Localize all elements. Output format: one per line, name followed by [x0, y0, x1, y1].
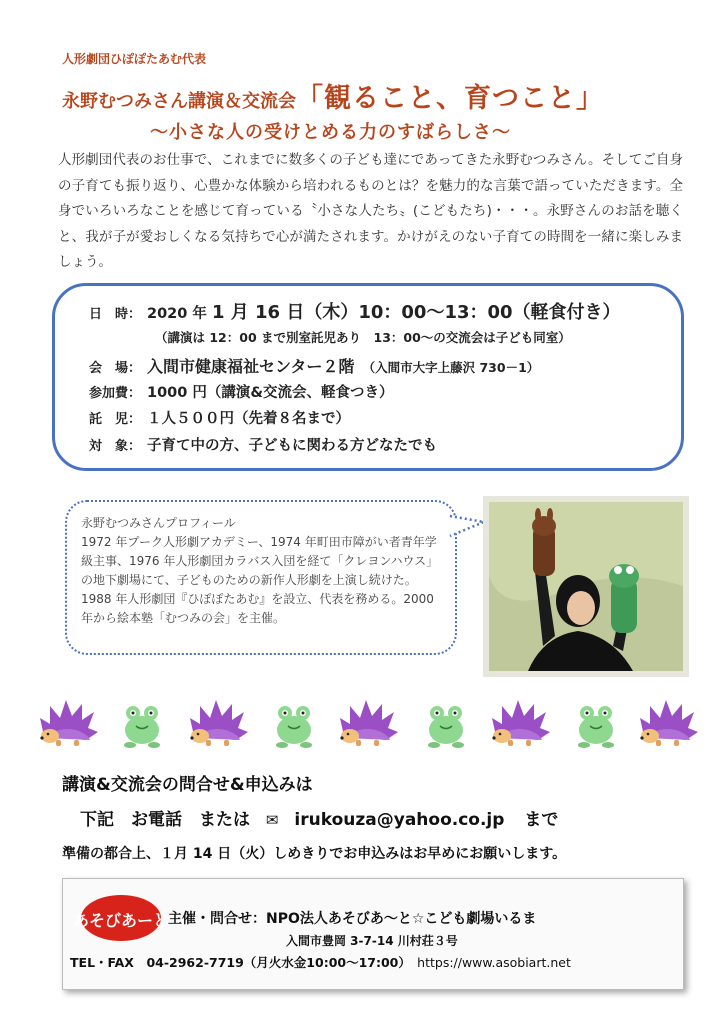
frog-icon	[124, 706, 160, 748]
sponsor-text: 主催・問合せ：NPO法人あそびあ～と☆こども劇場いるま	[168, 911, 537, 927]
fee-row	[89, 381, 394, 402]
bubble-tail	[448, 512, 488, 542]
website-link[interactable]: https://www.asobiart.net	[417, 955, 571, 970]
childcare-value: １人５００円（先着８名まで）	[147, 411, 350, 427]
event-details-box	[52, 283, 684, 471]
frog-icon	[428, 706, 464, 748]
target-row	[89, 434, 437, 455]
organizer-label: 人形劇団ひぽぽたあむ代表	[62, 52, 207, 66]
target-value: 子育て中の方、子どもに関わる方どなたでも	[147, 438, 437, 454]
date-value: 1 月 16 日（木）10：00～13：00（軽食付き）	[211, 302, 621, 323]
tel-fax: TEL・FAX 04-2962-7719（月火水金10:00～17:00）	[70, 955, 405, 970]
event-subtitle: ～小さな人の受けとめる力のすばらしさ～	[150, 122, 511, 143]
venue-label: 会 場：	[89, 361, 142, 376]
contact-line-post: まで	[524, 810, 559, 830]
event-title	[62, 76, 604, 115]
hedgehog-icon	[190, 700, 248, 746]
venue-address: （入間市大字上藤沢 730－1）	[368, 360, 540, 375]
childcare-row	[89, 407, 350, 428]
hedgehog-icon	[340, 700, 398, 746]
contact-heading: 講演&交流会の問合せ&申込みは	[62, 775, 313, 795]
venue-row	[89, 354, 539, 377]
date-year: 2020 年	[147, 306, 207, 322]
mail-icon: ✉	[265, 811, 279, 829]
profile-heading: 永野むつみさんプロフィール	[81, 516, 236, 530]
organizer-logo	[72, 893, 170, 943]
intro-paragraph: 人形劇団代表のお仕事で、これまでに数多くの子ども達にであってきた永野むつみさん。そしてご自身の子育ても振り返り、心豊かな体験から培われるものとは？を魅力的な言葉で語っていただきます。全身でいろいろなことを感じて育っている〝小さな人たち〟(こどもたち)・・・。永野さんのお話を聴くと、我が子が愛おしくなる気持ちで心が満たされます。かけがえのない子育ての時間を一緒に楽しみましょう。	[58, 152, 683, 270]
profile-bubble	[65, 500, 457, 655]
sponsor-address: 入間市豊岡 3-7-14 川村荘３号	[286, 934, 458, 948]
contact-line-pre: 下記 お電話 または	[80, 810, 250, 830]
event-title-lead: 永野むつみさん講演＆交流会	[62, 91, 296, 112]
hedgehog-icon	[492, 700, 550, 746]
tel-line	[70, 953, 571, 971]
contact-email[interactable]: irukouza@yahoo.co.jp	[294, 810, 505, 830]
date-note: （講演は 12：00 まで別室託児あり 13：00～の交流会は子ども同室）	[155, 330, 571, 345]
venue-value: 入間市健康福祉センター２階	[147, 357, 355, 376]
date-label: 日 時：	[89, 307, 142, 322]
svg-text:あそびあーと: あそびあーと	[72, 911, 170, 930]
profile-text: 1972 年プーク人形劇アカデミー、1974 年町田市障がい者青年学級主事、1976 年人形劇団カラバス入団を経て「クレヨンハウス」の地下劇場にて、子どものための新作人形劇を上演し続けた。1988 年人形劇団『ひぽぽたあむ』を設立、代表を務める。2000 年から絵本塾「むつみの会」を主催。	[81, 535, 439, 625]
decoration-row	[38, 694, 698, 754]
childcare-label: 託 児：	[89, 412, 142, 427]
hedgehog-icon	[640, 700, 698, 746]
fee-value: 1000 円（講演&交流会、軽食つき）	[147, 385, 394, 401]
target-label: 対 象：	[89, 439, 142, 454]
date-row	[89, 298, 621, 324]
frog-icon	[578, 706, 614, 748]
hedgehog-icon	[40, 700, 98, 746]
event-title-main: 「観ること、育つこと」	[296, 83, 604, 114]
frog-icon	[276, 706, 312, 748]
contact-line	[80, 805, 558, 830]
deadline-notice: 準備の都合上、１月 14 日（火）しめきりでお申込みはお早めにお願いします。	[62, 846, 567, 862]
speaker-photo	[483, 496, 689, 677]
fee-label: 参加費：	[89, 386, 142, 401]
